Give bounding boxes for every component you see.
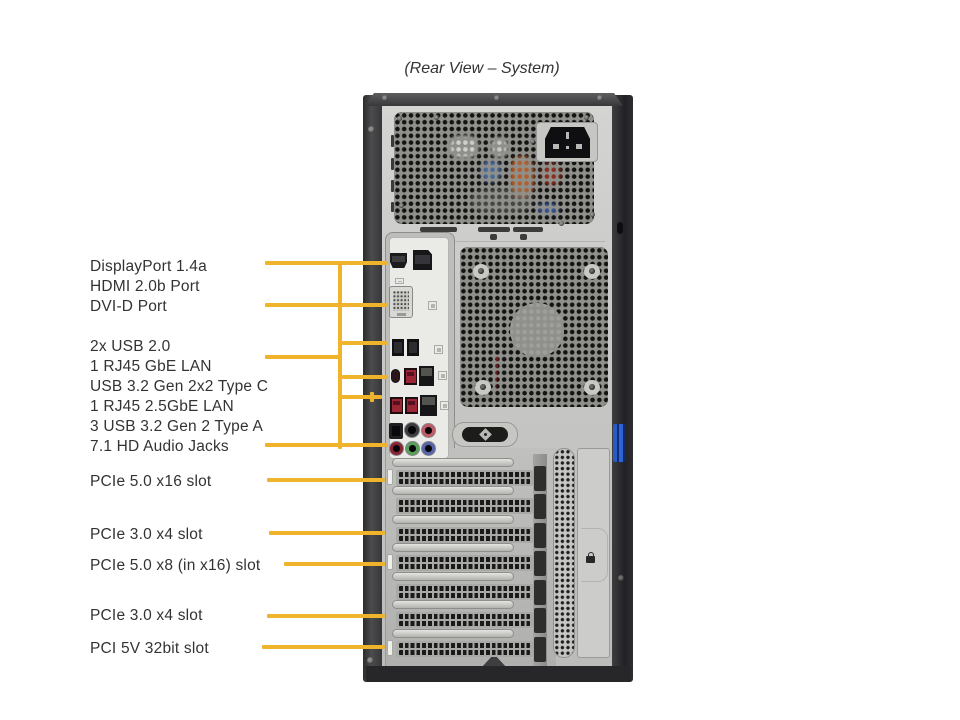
pci-slot-cover-6 xyxy=(396,612,533,628)
slot-divider xyxy=(392,543,514,552)
power-inlet-plate xyxy=(536,122,598,162)
slot-bracket xyxy=(534,551,546,576)
display-icon xyxy=(428,301,437,310)
vent-dash xyxy=(391,180,394,192)
screw-icon xyxy=(618,575,624,581)
usb2-port xyxy=(407,339,419,356)
leader-line-slot3 xyxy=(269,531,385,535)
fan-screw-icon xyxy=(584,380,600,395)
callout-label: 2x USB 2.0 xyxy=(90,338,171,355)
slot-divider xyxy=(392,458,514,467)
latch-seam xyxy=(581,528,608,582)
network-icon xyxy=(440,401,449,410)
callout-label: HDMI 2.0b Port xyxy=(90,278,200,295)
usb-c-port xyxy=(391,369,400,383)
vent-slit xyxy=(513,227,543,232)
screw-icon xyxy=(590,212,595,217)
dvi-d-port xyxy=(389,286,413,318)
honeycomb-vent-strip xyxy=(553,448,575,658)
leader-line-displayport-hdmi xyxy=(265,261,388,265)
vent-tab xyxy=(490,234,497,240)
diagram-title: (Rear View – System) xyxy=(404,60,560,77)
pci-slot-cover-5 xyxy=(396,584,533,600)
callout-label: DVI-D Port xyxy=(90,298,167,315)
leader-line-dvi xyxy=(265,303,388,307)
blue-retention-clip xyxy=(613,424,626,462)
usb-icon xyxy=(434,345,443,354)
callout-label: PCIe 5.0 x8 (in x16) slot xyxy=(90,557,261,574)
screw-icon xyxy=(367,657,374,664)
slot-divider xyxy=(392,515,514,524)
lock-icon xyxy=(586,556,595,563)
slot-divider xyxy=(392,629,514,638)
screw-icon xyxy=(584,115,589,120)
leader-line-tick xyxy=(370,392,374,402)
pci-slot-cover-3 xyxy=(396,527,533,543)
fan-screw-icon xyxy=(473,264,489,279)
rj45-gbe-port xyxy=(419,366,434,386)
panel-seam xyxy=(453,241,605,242)
slot-divider xyxy=(392,600,514,609)
screw-icon xyxy=(397,116,402,121)
audio-jack-green xyxy=(405,441,420,456)
chassis-left-edge xyxy=(363,95,382,682)
slot-bracket xyxy=(534,494,546,519)
screw-icon xyxy=(434,115,439,120)
side-keyhole xyxy=(617,222,623,234)
callout-label: DisplayPort 1.4a xyxy=(90,258,207,275)
audio-jack-black xyxy=(404,422,420,438)
slot-screw-icon xyxy=(387,554,393,570)
leader-line-slot1 xyxy=(267,478,385,482)
audio-jack-red xyxy=(389,441,404,456)
leader-line-slot7 xyxy=(262,645,385,649)
vent-slit xyxy=(478,227,510,232)
rj45-25gbe-port xyxy=(420,395,437,416)
slot-bracket xyxy=(534,637,546,662)
fan-vent-mesh xyxy=(460,247,608,407)
slot-divider xyxy=(392,486,514,495)
leader-line-lan-gbe xyxy=(265,355,342,359)
slot-screw-icon xyxy=(387,469,393,485)
displayport-port xyxy=(413,250,432,270)
callout-label: PCI 5V 32bit slot xyxy=(90,640,209,657)
vent-dash xyxy=(391,202,394,212)
leader-line-slot6 xyxy=(267,614,385,618)
slot-bracket xyxy=(534,608,546,633)
leader-line-usb2 xyxy=(338,341,388,345)
vent-dash xyxy=(391,135,394,147)
screw-icon xyxy=(382,95,388,101)
usb2-port xyxy=(392,339,404,356)
pci-slot-cover-1 xyxy=(396,470,533,486)
callout-label: 3 USB 3.2 Gen 2 Type A xyxy=(90,418,264,435)
pci-slot-cover-2 xyxy=(396,498,533,514)
usb32-port xyxy=(390,397,403,414)
fan-screw-icon xyxy=(475,380,491,395)
slot-screw-icon xyxy=(387,640,393,656)
callout-label: PCIe 3.0 x4 slot xyxy=(90,526,203,543)
tower-chassis xyxy=(363,88,633,682)
power-pin xyxy=(566,132,569,139)
callout-label: 1 RJ45 GbE LAN xyxy=(90,358,212,375)
slot-divider xyxy=(392,572,514,581)
callout-label: USB 3.2 Gen 2x2 Type C xyxy=(90,378,269,395)
vent-tab xyxy=(520,234,527,240)
leader-line-usbc-row xyxy=(338,375,388,379)
screw-icon xyxy=(530,139,535,144)
chassis-vent-oval xyxy=(452,422,518,447)
screw-icon xyxy=(559,221,564,226)
network-icon xyxy=(438,371,447,380)
pci-slot-cover-4 xyxy=(396,555,533,571)
dvi-icon xyxy=(395,278,404,284)
leader-line-slot4 xyxy=(284,562,385,566)
screw-icon xyxy=(399,203,404,208)
audio-jack-blue xyxy=(421,441,436,456)
slot-bracket xyxy=(534,523,546,548)
vent-dash xyxy=(391,158,394,170)
pci-slot-cover-7 xyxy=(396,641,533,657)
usb32-port xyxy=(404,368,417,385)
audio-jack-pink xyxy=(421,423,436,438)
power-pin xyxy=(553,144,559,149)
callout-label: PCIe 5.0 x16 slot xyxy=(90,473,212,490)
vent-pin xyxy=(484,433,487,436)
callout-label: 1 RJ45 2.5GbE LAN xyxy=(90,398,234,415)
leader-line-lan25-row xyxy=(338,395,382,399)
slot-bracket xyxy=(534,466,546,491)
screw-icon xyxy=(494,95,500,101)
screw-icon xyxy=(597,95,603,101)
spdif-optical-port xyxy=(389,423,403,439)
power-pin xyxy=(576,144,582,149)
callout-label: PCIe 3.0 x4 slot xyxy=(90,607,203,624)
leader-line-audio xyxy=(265,443,388,447)
hdmi-port xyxy=(390,253,407,268)
fan-screw-icon xyxy=(584,264,600,279)
power-pin xyxy=(566,146,569,149)
screw-icon xyxy=(368,126,375,133)
power-inlet xyxy=(545,127,590,158)
callout-label: 7.1 HD Audio Jacks xyxy=(90,438,229,455)
chassis-bottom-edge xyxy=(366,666,630,682)
usb32-port xyxy=(405,397,418,414)
chassis-right-edge xyxy=(612,95,633,682)
slot-bracket xyxy=(534,580,546,605)
